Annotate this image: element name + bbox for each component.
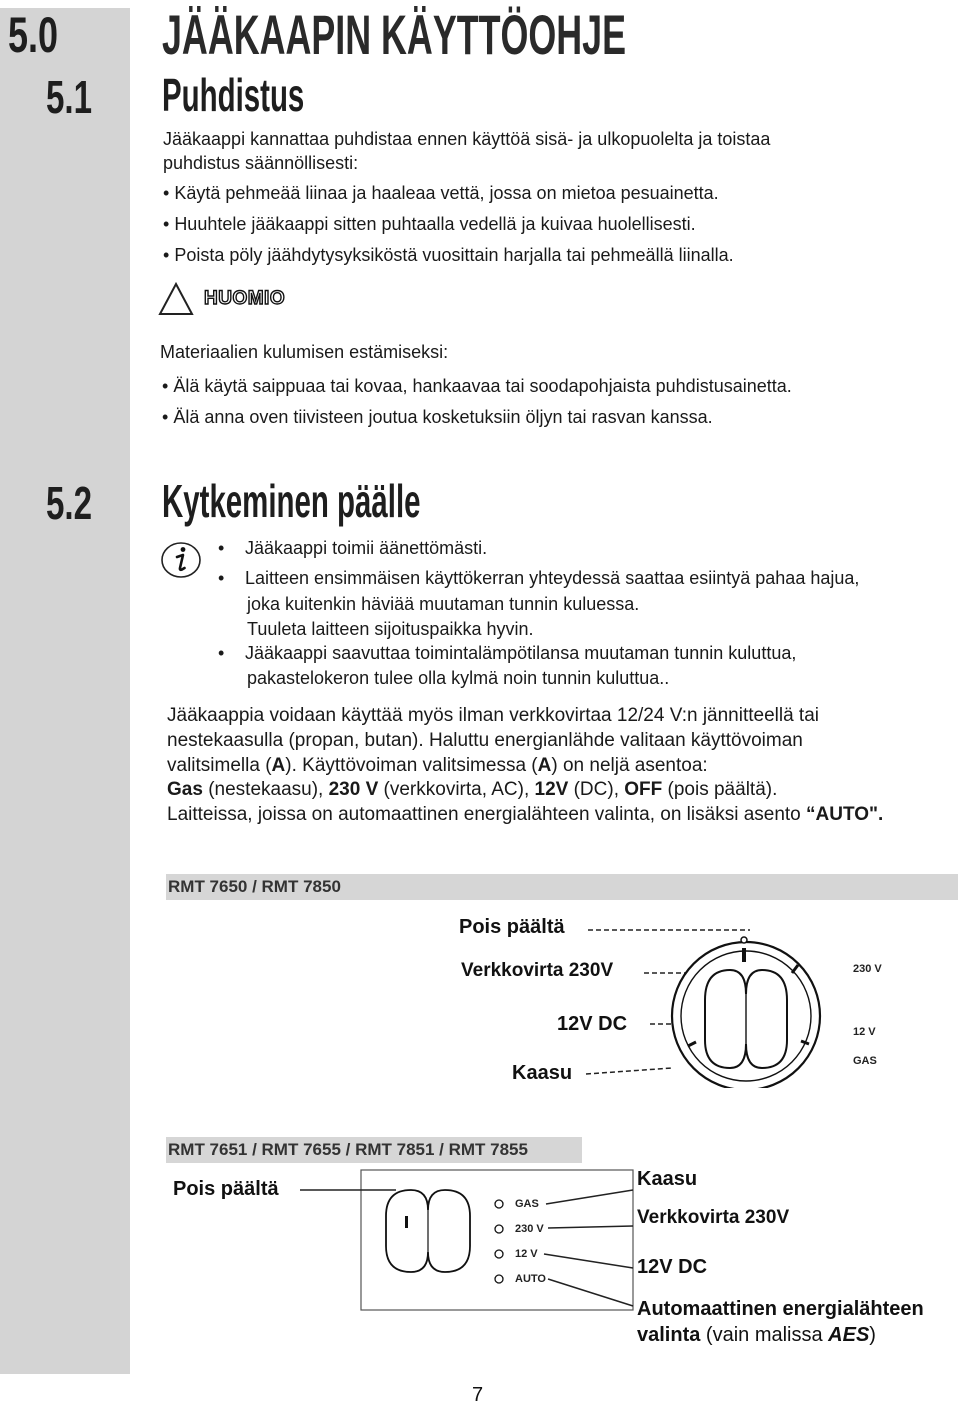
list-item-text: Jääkaappi toimii äänettömästi. bbox=[245, 538, 488, 558]
list-item-text: Jääkaappi saavuttaa toimintalämpötilansa muutaman tunnin kuluttua, bbox=[245, 643, 797, 663]
dial-230v-label: 230 V bbox=[853, 963, 882, 975]
intro-line-1: Jääkaappi kannattaa puhdistaa ennen käyttöä sisä- ja ulkopuolelta ja toistaa bbox=[163, 129, 771, 149]
list-item: • bbox=[218, 643, 225, 663]
fig2-off-label: Pois päältä bbox=[173, 1178, 279, 1200]
dial-12v-label: 12 V bbox=[853, 1026, 876, 1038]
model-label: RMT 7650 / RMT 7850 bbox=[168, 877, 341, 896]
model-label-box-2 bbox=[166, 1137, 582, 1163]
paragraph-line: valitsimella (A). Käyttövoiman valitsimessa (A) on neljä asentoa: bbox=[167, 755, 708, 776]
paragraph-line: Laitteissa, joissa on automaattinen energialähteen valinta, on lisäksi asento “AUTO". bbox=[167, 804, 884, 825]
selector-panel-diagram bbox=[296, 1168, 636, 1318]
selector-dial-diagram bbox=[580, 918, 840, 1088]
model-label-box bbox=[166, 874, 958, 900]
paragraph-line: nestekaasulla (propan, butan). Haluttu energianlähde valitaan käyttövoiman bbox=[167, 730, 803, 751]
fig2-gas-label: Kaasu bbox=[637, 1168, 698, 1190]
fig1-ac-label: Verkkovirta 230V bbox=[461, 960, 614, 981]
panel-gas-label: GAS bbox=[515, 1198, 539, 1210]
sidebar bbox=[0, 8, 130, 1374]
list-item: • Huuhtele jääkaappi sitten puhtaalla vedellä ja kuivaa huolellisesti. bbox=[163, 214, 696, 234]
fig2-auto-label: Automaattinen energialähteen bbox=[637, 1298, 924, 1320]
warning-intro: Materiaalien kulumisen estämiseksi: bbox=[160, 342, 449, 362]
warning-triangle-icon bbox=[158, 282, 194, 316]
page-title: JÄÄKAAPIN KÄYTTÖOHJE bbox=[162, 3, 626, 66]
page-number: 7 bbox=[472, 1384, 484, 1406]
list-item: • bbox=[218, 568, 225, 588]
panel-auto-label: AUTO bbox=[515, 1273, 546, 1285]
info-icon bbox=[160, 540, 202, 580]
list-item: • Käytä pehmeää liinaa ja haaleaa vettä, jossa on mietoa pesuainetta. bbox=[163, 183, 719, 203]
fig2-auto-label-2: valinta (vain malissa AES) bbox=[637, 1324, 876, 1346]
paragraph-line: Jääkaappia voidaan käyttää myös ilman verkkovirtaa 12/24 V:n jännitteellä tai bbox=[167, 705, 820, 726]
fig2-ac-label: Verkkovirta 230V bbox=[637, 1207, 790, 1228]
dial-gas-label: GAS bbox=[853, 1055, 877, 1067]
list-item-continuation: joka kuitenkin häviää muutaman tunnin kuluessa. bbox=[247, 594, 640, 614]
fig2-dc-label: 12V DC bbox=[637, 1256, 708, 1278]
warning-label: HUOMIO bbox=[204, 288, 286, 309]
list-item-continuation: Tuuleta laitteen sijoituspaikka hyvin. bbox=[247, 619, 534, 639]
panel-230v-label: 230 V bbox=[515, 1223, 544, 1235]
paragraph-line: Gas (nestekaasu), 230 V (verkkovirta, AC), 12V (DC), OFF (pois päältä). bbox=[167, 779, 778, 800]
model-label-2: RMT 7651 / RMT 7655 / RMT 7851 / RMT 7855 bbox=[168, 1140, 528, 1159]
list-item: • Poista pöly jäähdytysyksiköstä vuosittain harjalla tai pehmeällä liinalla. bbox=[163, 245, 734, 265]
list-item: • bbox=[218, 538, 225, 558]
list-item: • Älä anna oven tiivisteen joutua kosketuksiin öljyn tai rasvan kanssa. bbox=[162, 407, 713, 427]
section2-heading: Kytkeminen päälle bbox=[162, 475, 421, 527]
section-number-2: 5.2 bbox=[46, 477, 93, 529]
fig1-dc-label: 12V DC bbox=[557, 1013, 628, 1035]
section1-heading: Puhdistus bbox=[162, 69, 305, 121]
list-item-text: Laitteen ensimmäisen käyttökerran yhteydessä saattaa esiintyä pahaa hajua, bbox=[245, 568, 860, 588]
list-item: • Älä käytä saippuaa tai kovaa, hankaavaa tai soodapohjaista puhdistusainetta. bbox=[162, 376, 792, 396]
section-number-1: 5.1 bbox=[46, 71, 93, 123]
list-item-continuation: pakastelokeron tulee olla kylmä noin tunnin kuluttua.. bbox=[247, 668, 670, 688]
intro-line-2: puhdistus säännöllisesti: bbox=[163, 153, 359, 173]
panel-12v-label: 12 V bbox=[515, 1248, 538, 1260]
section-number-main: 5.0 bbox=[8, 7, 59, 63]
fig1-gas-label: Kaasu bbox=[512, 1062, 573, 1084]
fig1-off-label: Pois päältä bbox=[459, 916, 565, 938]
